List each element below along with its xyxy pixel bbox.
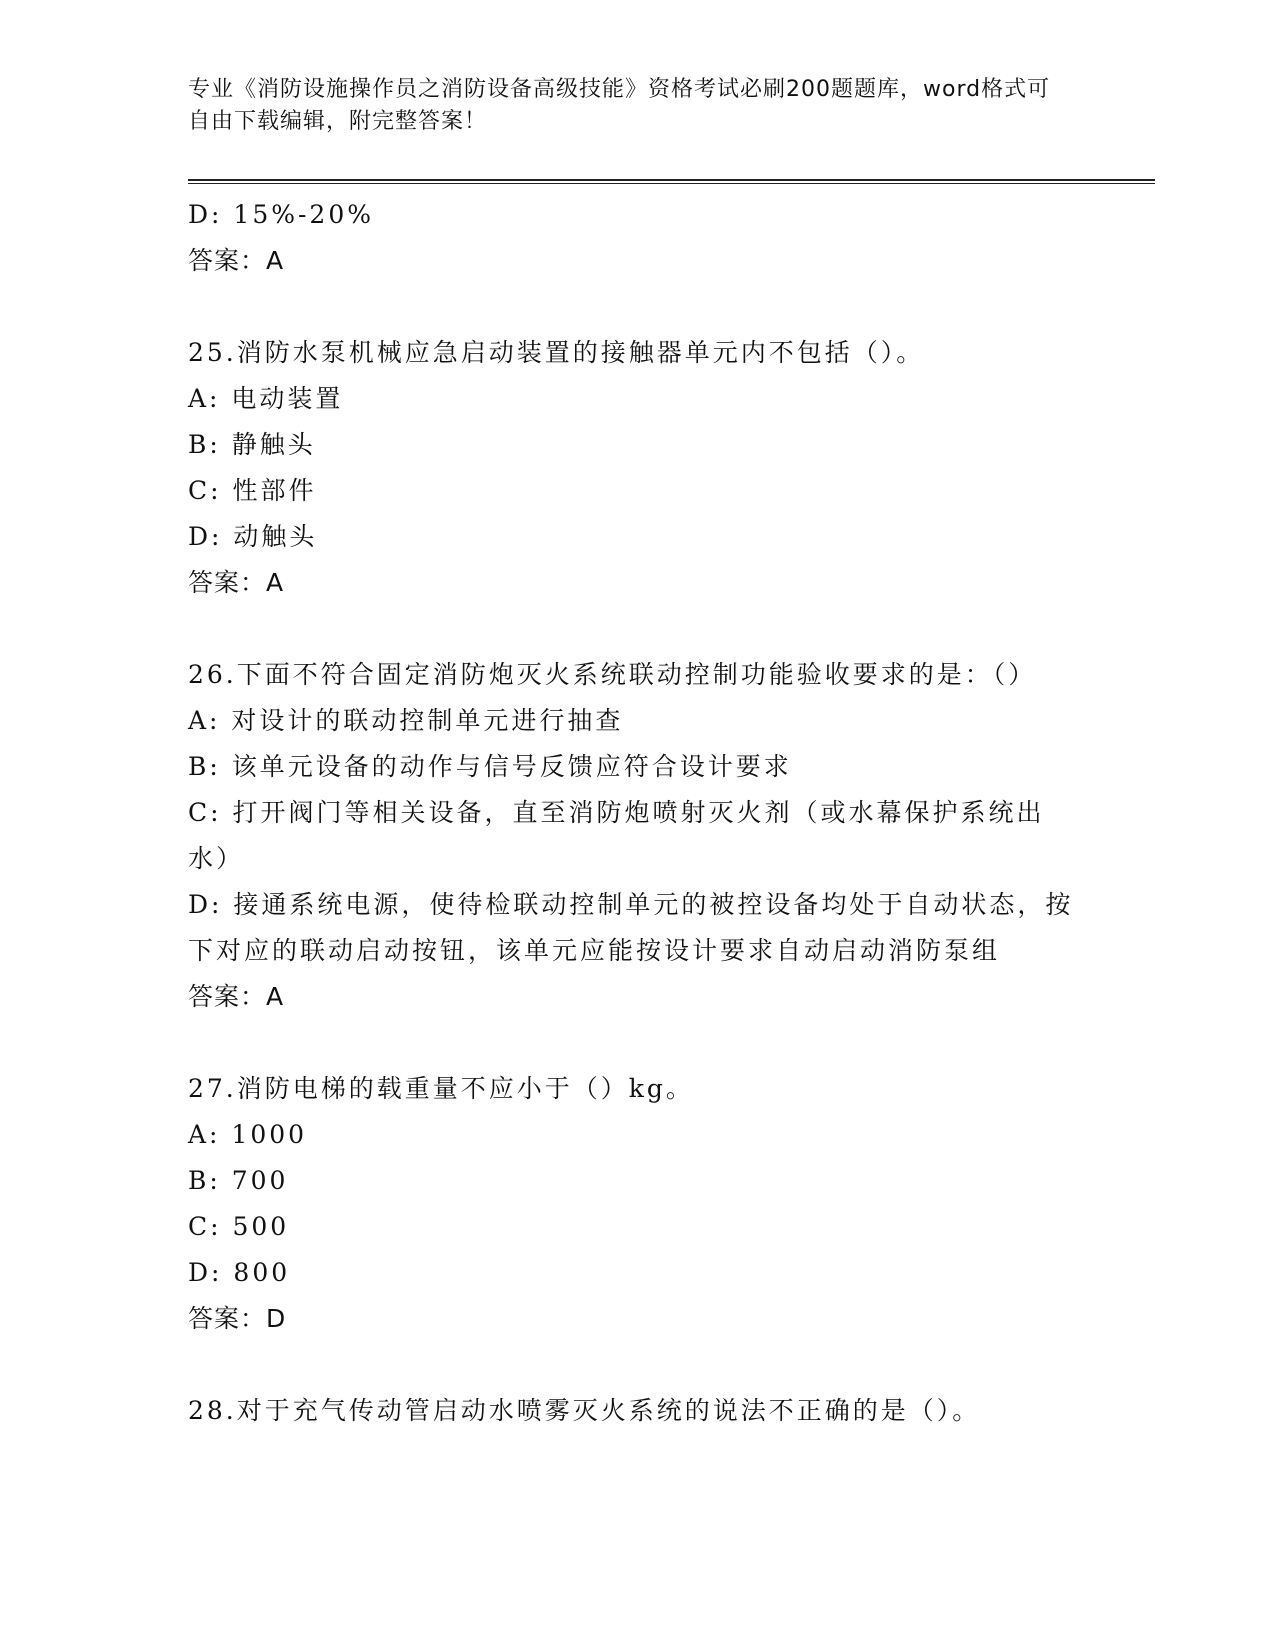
option-b: B: 700 xyxy=(188,1166,289,1195)
option-c: C: 500 xyxy=(188,1212,290,1241)
answer: 答案：A xyxy=(188,568,285,597)
option-a: A: 1000 xyxy=(188,1120,308,1149)
question-content xyxy=(188,192,1088,1434)
question-25 xyxy=(188,330,1088,606)
option-d: D: 动触头 xyxy=(188,522,318,551)
option-a: A: 电动装置 xyxy=(188,384,344,413)
option-d: D: 15%-20% xyxy=(188,200,374,229)
answer: 答案：D xyxy=(188,1304,287,1333)
option-a: A: 对设计的联动控制单元进行抽查 xyxy=(188,706,624,735)
answer: 答案：A xyxy=(188,982,285,1011)
option-d: D: 接通系统电源，使待检联动控制单元的被控设备均处于自动状态，按下对应的联动启动按钮，该单元应能按设计要求自动启动消防泵组 xyxy=(188,890,1074,965)
option-b: B: 该单元设备的动作与信号反馈应符合设计要求 xyxy=(188,752,792,781)
question-stem: 28.对于充气传动管启动水喷雾灭火系统的说法不正确的是（）。 xyxy=(188,1396,981,1425)
option-c: C: 打开阀门等相关设备，直至消防炮喷射灭火剂（或水幕保护系统出水） xyxy=(188,798,1045,873)
header-divider-thin xyxy=(188,183,1155,184)
option-d: D: 800 xyxy=(188,1258,291,1287)
question-28 xyxy=(188,1388,1088,1434)
question-stem: 27.消防电梯的载重量不应小于（）kg。 xyxy=(188,1074,694,1103)
question-27 xyxy=(188,1066,1088,1342)
question-stem: 26.下面不符合固定消防炮灭火系统联动控制功能验收要求的是：（） xyxy=(188,660,1037,689)
option-b: B: 静触头 xyxy=(188,430,316,459)
header-divider-thick xyxy=(188,179,1155,181)
option-c: C: 性部件 xyxy=(188,476,317,505)
answer: 答案：A xyxy=(188,246,285,275)
question-stem: 25.消防水泵机械应急启动装置的接触器单元内不包括（）。 xyxy=(188,338,925,367)
page-header: 专业《消防设施操作员之消防设备高级技能》资格考试必刷200题题库，word格式可自由下载编辑，附完整答案！ xyxy=(188,77,1051,134)
question-26 xyxy=(188,652,1088,1020)
